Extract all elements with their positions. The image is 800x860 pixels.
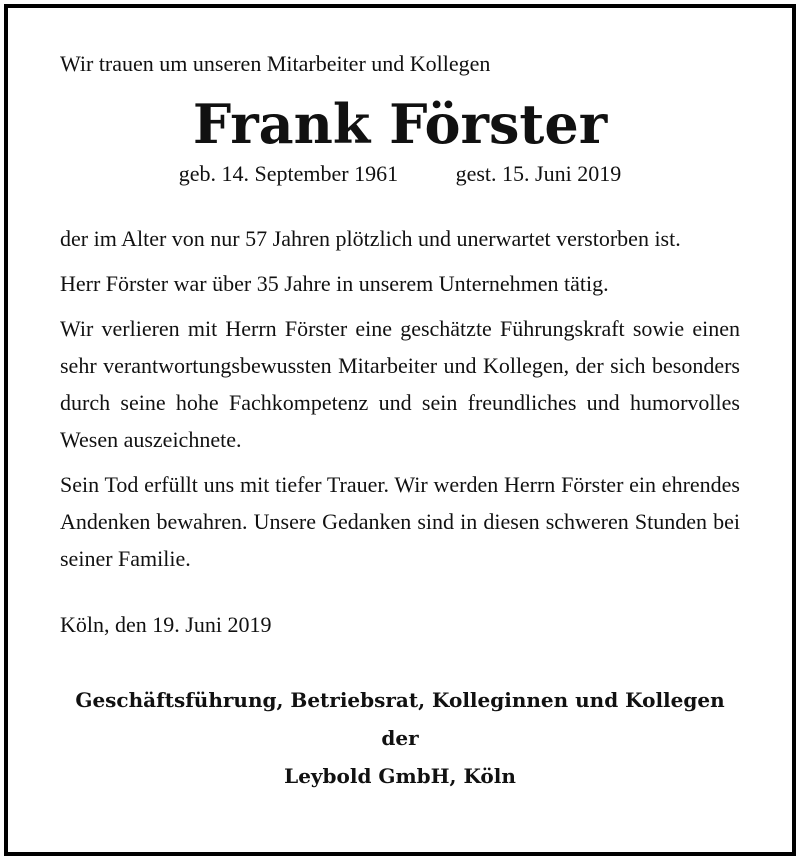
life-dates	[60, 158, 740, 190]
signature-line-2: Leybold GmbH, Köln	[284, 764, 516, 788]
intro-text: Wir trauen um unseren Mitarbeiter und Kollegen	[60, 51, 491, 76]
deceased-name: Frank Förster	[192, 92, 608, 156]
obituary-frame	[4, 4, 796, 856]
birth-date: geb. 14. September 1961	[178, 161, 399, 186]
place-date: Köln, den 19. Juni 2019	[60, 612, 272, 637]
obituary-content	[60, 46, 740, 795]
signature-line-1: Geschäftsführung, Betriebsrat, Kolleginnen und Kollegen der	[75, 688, 725, 750]
paragraph-tribute: Wir verlieren mit Herrn Förster eine geschätzte Führungskraft sowie einen sehr verantwortungsbewussten Mitarbeiter und Kollegen, der sich besonders durch seine hohe Fachkompetenz und sein freundliches und humorvolles Wesen auszeichnete.	[60, 316, 740, 452]
paragraph-age: der im Alter von nur 57 Jahren plötzlich und unerwartet verstorben ist.	[60, 226, 681, 251]
paragraph-tenure: Herr Förster war über 35 Jahre in unserem Unternehmen tätig.	[60, 271, 609, 296]
paragraph-condolence: Sein Tod erfüllt uns mit tiefer Trauer. Wir werden Herrn Förster ein ehrendes Andenken bewahren. Unsere Gedanken sind in diesen schweren Stunden bei seiner Familie.	[60, 472, 740, 571]
signature-block	[60, 681, 740, 795]
death-date: gest. 15. Juni 2019	[455, 161, 622, 186]
